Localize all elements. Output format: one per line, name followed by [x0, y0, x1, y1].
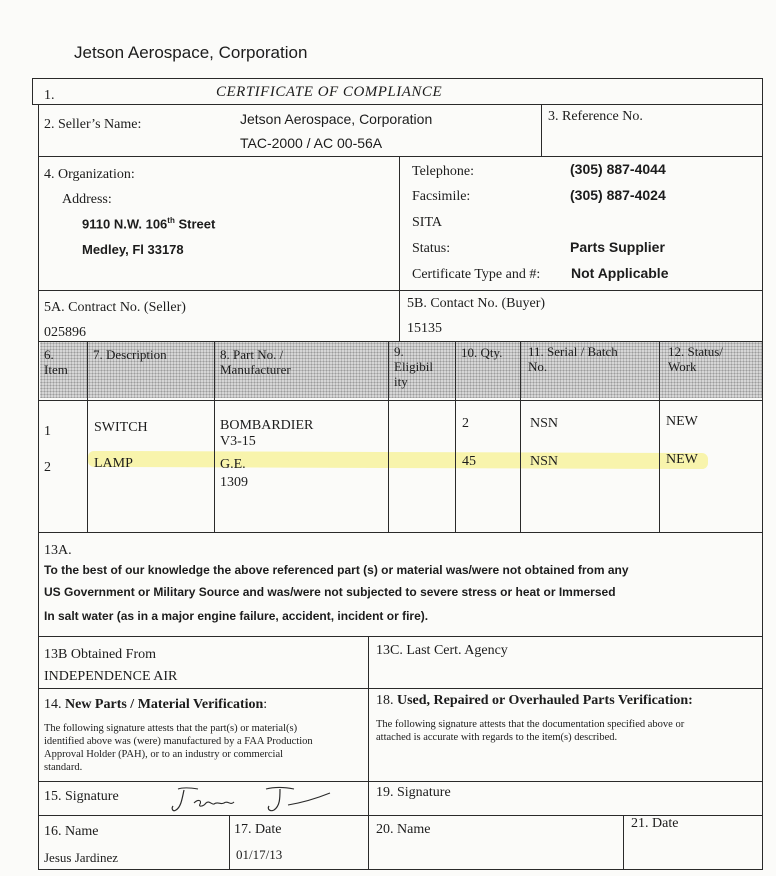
obtained-from-value: INDEPENDENCE AIR [44, 669, 178, 684]
row2-status: NEW [666, 452, 698, 467]
seller-name: Jetson Aerospace, Corporation [240, 111, 433, 127]
row1-item: 1 [44, 424, 51, 439]
row1-description: SWITCH [94, 420, 148, 435]
obtained-from-label: 13B Obtained From [44, 647, 156, 662]
box14-title: 14. New Parts / Material Verification: [44, 697, 268, 712]
row2-qty: 45 [462, 454, 476, 469]
address-city: Medley, Fl 33178 [82, 242, 184, 257]
date-label: 17. Date [234, 822, 282, 837]
name-value: Jesus Jardinez [44, 850, 119, 865]
header-part-no: 8. Part No. / Manufacturer [220, 347, 291, 377]
row2-item: 2 [44, 460, 51, 475]
name-20-label: 20. Name [376, 822, 431, 837]
statement-line-3: In salt water (as in a major engine failure, accident, incident or fire). [44, 609, 429, 623]
signature-label: 15. Signature [44, 789, 119, 804]
reference-no-label: 3. Reference No. [548, 109, 643, 124]
address-street: 9110 N.W. 106th Street [82, 216, 216, 232]
box1-number: 1. [44, 88, 55, 103]
address-label: Address: [62, 192, 112, 207]
facsimile-value: (305) 887-4024 [570, 187, 666, 203]
status-value: Parts Supplier [570, 239, 665, 255]
contract-no-value: 025896 [44, 325, 86, 340]
box14-text: The following signature attests that the part(s) or material(s) identified above was (were) manufactured by a FAA Production Approval Holder (PAH), or to an industry or commercial standard. [44, 723, 313, 773]
organization-label: 4. Organization: [44, 167, 135, 182]
handwritten-signature [170, 783, 345, 815]
row1-part: BOMBARDIER V3-15 [220, 418, 314, 449]
contract-no-label: 5A. Contract No. (Seller) [44, 300, 186, 315]
header-item: 6. Item [44, 347, 68, 377]
facsimile-label: Facsimile: [412, 189, 471, 204]
row1-status: NEW [666, 414, 698, 429]
box13a-label: 13A. [44, 543, 72, 558]
row2-description: LAMP [94, 456, 133, 471]
sita-label: SITA [412, 215, 442, 230]
date-value: 01/17/13 [236, 847, 283, 862]
date-21-label: 21. Date [631, 816, 679, 831]
statement-line-2: US Government or Military Source and was/were not subjected to severe stress or heat or Immersed [44, 585, 616, 599]
certificate-type-label: Certificate Type and #: [412, 267, 541, 282]
box18-title: 18. Used, Repaired or Overhauled Parts Verification: [376, 693, 693, 708]
name-label: 16. Name [44, 824, 99, 839]
row2-part: G.E. 1309 [220, 457, 248, 490]
certificate-type-value: Not Applicable [571, 265, 669, 281]
contact-no-value: 15135 [407, 321, 442, 336]
row1-qty: 2 [462, 416, 469, 431]
header-status: 12. Status/ Work [668, 344, 723, 374]
certificate-title: CERTIFICATE OF COMPLIANCE [216, 84, 443, 100]
company-title: Jetson Aerospace, Corporation [74, 43, 308, 62]
header-serial: 11. Serial / Batch No. [528, 344, 618, 374]
header-description: 7. Description [93, 347, 167, 362]
statement-line-1: To the best of our knowledge the above referenced part (s) or material was/were not obtained from any [44, 563, 629, 577]
header-qty: 10. Qty. [461, 345, 503, 360]
box18-text: The following signature attests that the documentation specified above or attached is accurate with regards to the item(s) described. [376, 719, 685, 743]
last-cert-agency-label: 13C. Last Cert. Agency [376, 643, 508, 658]
row2-serial: NSN [530, 454, 559, 469]
status-label: Status: [412, 241, 451, 256]
seller-spec: TAC-2000 / AC 00-56A [240, 135, 383, 151]
telephone-label: Telephone: [412, 164, 474, 179]
highlighter-mark [88, 451, 708, 469]
row1-serial: NSN [530, 416, 559, 431]
seller-name-label: 2. Seller’s Name: [44, 117, 142, 132]
contact-no-label: 5B. Contact No. (Buyer) [407, 296, 546, 311]
telephone-value: (305) 887-4044 [570, 161, 666, 177]
signature-19-label: 19. Signature [376, 785, 451, 800]
header-eligibility: 9. Eligibil ity [394, 344, 433, 389]
